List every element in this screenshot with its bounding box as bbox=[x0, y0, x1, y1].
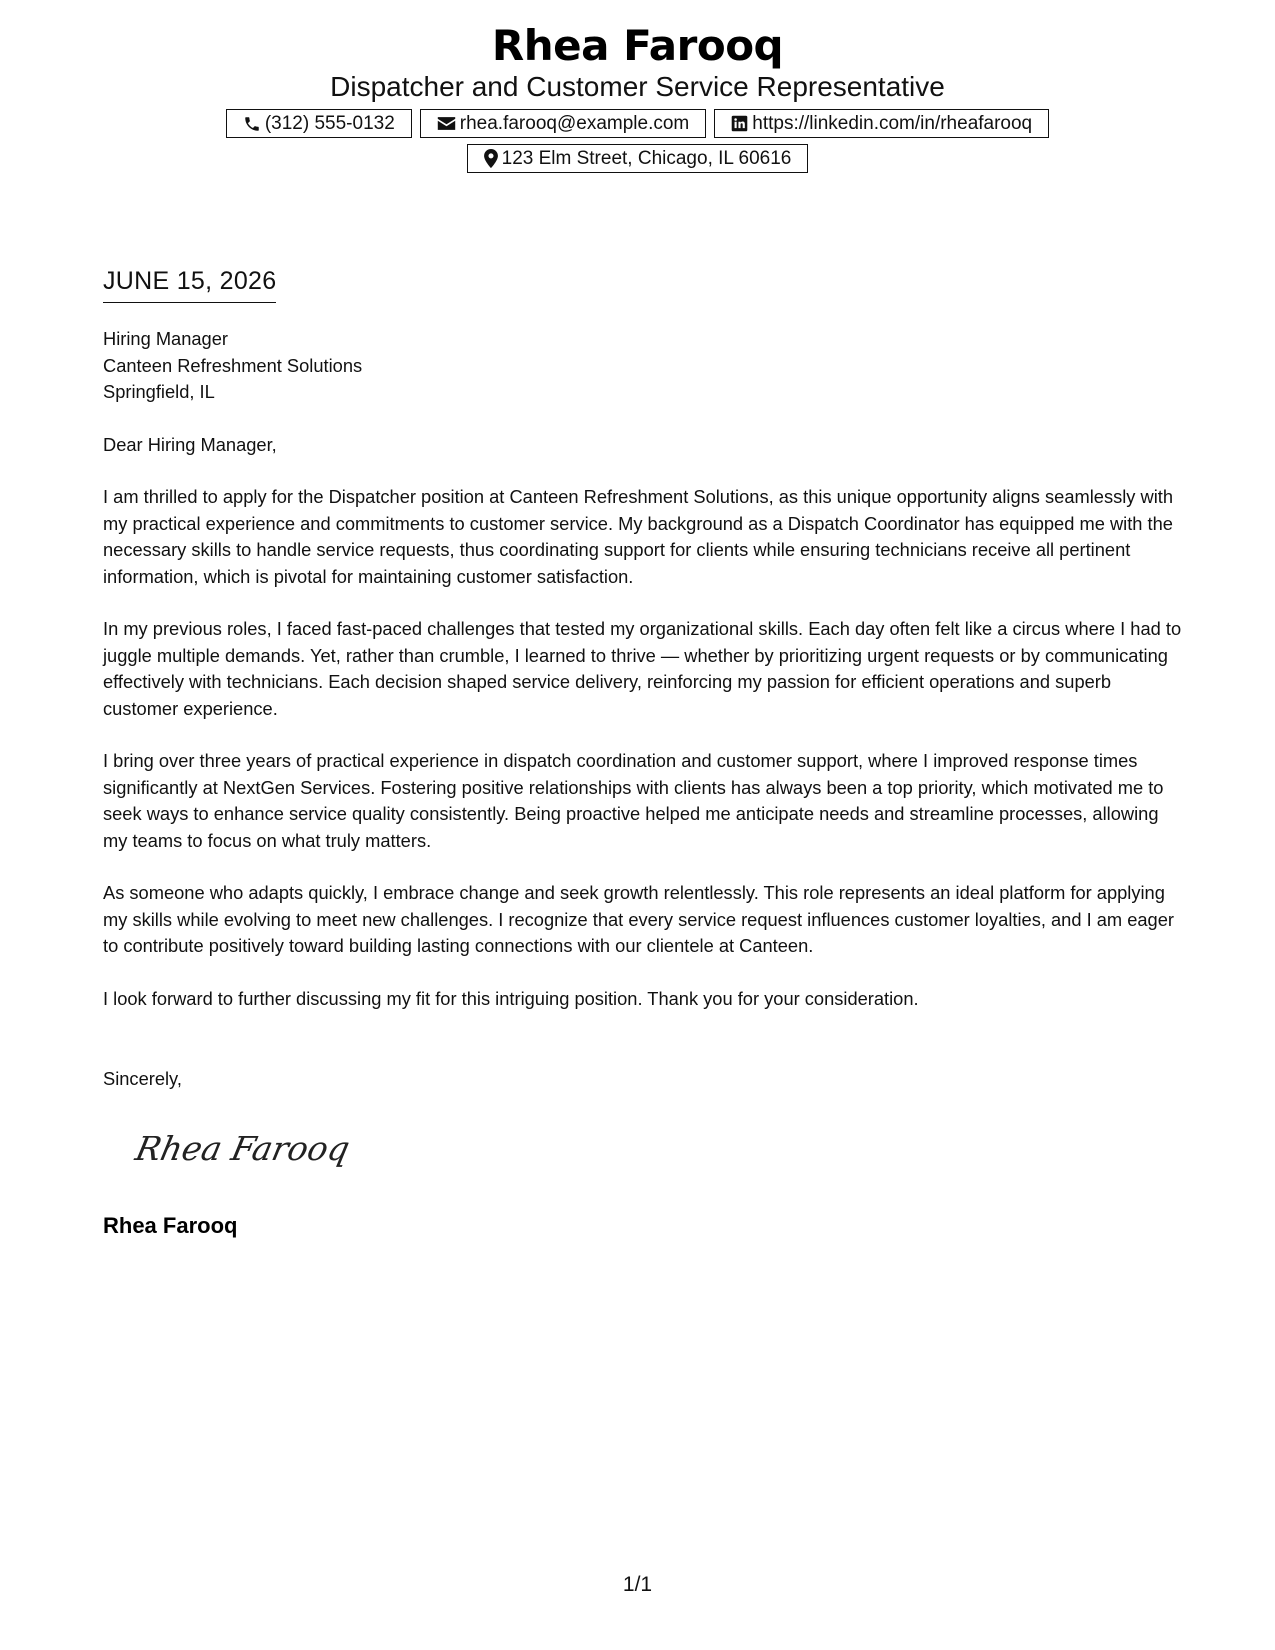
linkedin-chip[interactable] bbox=[714, 109, 1049, 138]
email-link[interactable]: rhea.farooq@example.com bbox=[459, 113, 690, 134]
body-paragraph: I bring over three years of practical experience in dispatch coordination and customer support, where I improved response times significantly at NextGen Services. Fostering positive relationships with clients has always been a top priority, which motivated me to seek ways to enhance service quality consistently. Being proactive helped me anticipate needs and streamline processes, allowing my teams to focus on what truly matters. bbox=[103, 750, 1164, 851]
address-row bbox=[0, 144, 1275, 173]
letter-header bbox=[0, 20, 1275, 173]
body-paragraph: In my previous roles, I faced fast-paced challenges that tested my organizational skills. Each day often felt like a circus where I had to juggle multiple demands. Yet, rather than crumble, I learned to thrive — whether by prioritizing urgent requests or by communicating effectively with technicians. Each decision shaped service delivery, reinforcing my passion for efficient operations and superb customer experience. bbox=[103, 618, 1182, 719]
signer-name: Rhea Farooq bbox=[103, 1213, 238, 1238]
recipient-block bbox=[103, 326, 1183, 406]
letter-body bbox=[103, 326, 1183, 1093]
phone-text: (312) 555-0132 bbox=[264, 113, 395, 134]
address-chip bbox=[467, 144, 809, 173]
recipient-line: Springfield, IL bbox=[103, 381, 215, 402]
map-pin-icon bbox=[484, 149, 498, 168]
linkedin-link[interactable]: https://linkedin.com/in/rheafarooq bbox=[752, 113, 1033, 134]
body-paragraph: I look forward to further discussing my fit for this intriguing position. Thank you for your consideration. bbox=[103, 987, 919, 1009]
email-chip[interactable] bbox=[420, 109, 706, 138]
linkedin-icon bbox=[731, 115, 748, 132]
page-number: 1/1 bbox=[622, 1573, 653, 1596]
applicant-name: Rhea Farooq bbox=[491, 21, 784, 70]
recipient-line: Canteen Refreshment Solutions bbox=[103, 354, 363, 376]
body-paragraph: As someone who adapts quickly, I embrace change and seek growth relentlessly. This role represents an ideal platform for applying my skills while evolving to meet new challenges. I recognize that every service request influences customer loyalties, and I am eager to contribute positively toward building lasting connections with our clientele at Canteen. bbox=[103, 882, 1174, 956]
letter-date: JUNE 15, 2026 bbox=[103, 264, 276, 303]
handwritten-signature bbox=[132, 1122, 354, 1179]
applicant-title: Dispatcher and Customer Service Representative bbox=[330, 71, 945, 102]
envelope-icon bbox=[437, 116, 456, 131]
signature-lettering: Rhea Farooq bbox=[132, 1129, 354, 1168]
letter-date-block bbox=[103, 264, 276, 303]
recipient-line: Hiring Manager bbox=[103, 328, 228, 349]
body-paragraph: I am thrilled to apply for the Dispatcher position at Canteen Refreshment Solutions, as this unique opportunity aligns seamlessly with my practical experience and commitments to customer service. My background as a Dispatch Coordinator has equipped me with the necessary skills to handle service requests, thus coordinating support for clients while ensuring technicians receive all pertinent information, which is pivotal for maintaining customer satisfaction. bbox=[103, 486, 1174, 587]
contact-row bbox=[0, 109, 1275, 138]
closing: Sincerely, bbox=[103, 1068, 182, 1089]
salutation: Dear Hiring Manager, bbox=[103, 433, 277, 455]
address-text: 123 Elm Street, Chicago, IL 60616 bbox=[501, 148, 792, 169]
phone-icon bbox=[243, 115, 261, 133]
phone-chip bbox=[226, 109, 412, 138]
